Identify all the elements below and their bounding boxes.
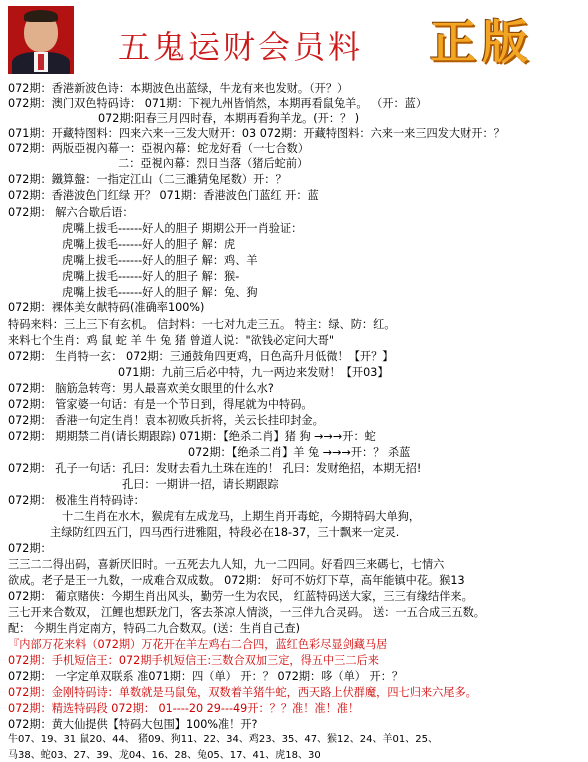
text-line: 欲成。老子是王一九数，一成难合双成数。 072期： 好可不妨灯下草，高年能镇中花。猴13 <box>8 574 465 587</box>
text-line: 072期： 脑筋急转弯：男人最喜欢美女眼里的什么水? <box>8 382 274 395</box>
text-line: 072期：澳门双色特码诗： 071期：下视九州皆悄然，本期再看鼠兔羊。 （开：蓝） <box>8 97 428 110</box>
text-line: 马38、蛇03、27、39、龙04、16、28、兔05、17、41、虎18、30 <box>8 750 321 761</box>
text-line: 三七开来合数双， 江鲤也想跃龙门，客去茶凉人情淡，一三伴九合灵码。 送：一五合成三五数。 <box>8 606 485 619</box>
genuine-stamp: 正版 <box>430 15 534 69</box>
text-line: 072期： 生肖特一玄： 072期：三通鼓角四更鸡，日色高升月低微！【开？】 <box>8 350 394 363</box>
text-line: 072期： 期期禁二肖(请长期跟踪) 071期：【绝杀二肖】猪 狗 →→→开：蛇 <box>8 430 376 443</box>
text-line: 牛07、19、31 鼠20、44、 猪09、狗11、22、34、鸡23、35、47、猴12、24、羊01、25、 <box>8 734 438 745</box>
text-line: 虎嘴上拔毛------好人的胆子 解：鸡、羊 <box>62 254 258 267</box>
text-line: 配： 今期生肖定南方，特码二九合数双。(送：生肖自己查) <box>8 622 300 635</box>
text-line: 虎嘴上拔毛------好人的胆子 解：虎 <box>62 238 236 251</box>
text-line: 071期：开藏特图料：四来六来一三发大财开：03 072期：开藏特图料：六来一来三四发大财开：？ <box>8 127 505 140</box>
text-line: 072期： 解六合歇后语： <box>8 206 134 219</box>
text-line: 071期：九前三后必中特，九一两边来发财！【开03】 <box>118 366 389 379</box>
text-line: 072期：香港波色门红绿 开？ 071期：香港波色门蓝红 开：蓝 <box>8 189 319 202</box>
text-line: 072期： 管家婆一句话：有是一个节日到，得尾就为中特码。 <box>8 398 313 411</box>
text-line: 特码来料：三上三下有玄机。 信封料：一七对九走三五。 特主：绿、防：红。 <box>8 318 396 331</box>
text-line: 072期：香港新波色诗：本期波色出蓝绿，牛龙有来也发财。（开？） <box>8 82 349 95</box>
text-line: 虎嘴上拔毛------好人的胆子 解：兔、狗 <box>62 286 258 299</box>
text-line: 072期：两版亞視內幕一：亞視內幕：蛇龙好看（一七合数） <box>8 142 310 155</box>
page-title: 五鬼运财会员料 <box>118 28 364 66</box>
text-line: 二：亞視內幕：烈日当落（猪后蛇前） <box>118 157 309 170</box>
text-line: 072期：鐵算盤：一指定江山（二三濉猜兔尾数）开：？ <box>8 173 287 186</box>
text-line: 072期：金刚特码诗：单数就是马鼠兔，双数着羊猪牛蛇，西天路上伏群魔，四七归来六尾多。 <box>8 686 477 699</box>
text-line: 十二生肖在水木，猴虎有左成龙马，上期生肖开毒蛇，今期特码大单狗， <box>62 510 421 523</box>
text-line: 虎嘴上拔毛------好人的胆子 期期公开一肖验证： <box>62 222 303 235</box>
text-line: 『内部万花来料（072期）万花开在羊左鸡右二合四，蓝红色彩尽显剑藏马居 <box>8 638 388 651</box>
text-line: 072期：裸体美女献特码(准确率100%) <box>8 301 205 314</box>
text-line: 072期： 香港一句定生肖！袁本初败兵折将，关云长挂印封金。 <box>8 414 324 427</box>
text-line: 072期:阳春三月四时春，本期再看狗羊龙。(开：？ ) <box>98 112 360 125</box>
text-line: 072期： 极准生肖特码诗： <box>8 494 145 507</box>
text-line: 虎嘴上拔毛------好人的胆子 解：猴- <box>62 270 240 283</box>
text-line: 072期： 葡京赌侠：今期生肖出风头，勤劳一生为农民， 红蓝特码送大家，三三有缘结伴来。 <box>8 590 473 603</box>
text-line: 072期：【绝杀二肖】羊 兔 →→→开：？ 杀蓝 <box>188 446 411 459</box>
text-line: 072期： <box>8 542 52 555</box>
text-line: 072期： 孔子一句话：孔曰：发财去看九土珠在连的！ 孔曰：发财绝招，本期无招! <box>8 462 422 475</box>
text-line: 072期： 一字定单双联系 准071期：四（单） 开：？ 072期：哆（单） 开：？ <box>8 670 404 683</box>
text-line: 072期：手机短信王：072期手机短信王:三数合双加三定，得五中三二后来 <box>8 654 379 667</box>
text-line: 主绿防红四五门，四马西行进雅阻，特段必在18-37，三十飘来一定灵. <box>50 526 400 539</box>
text-line: 072期：精选特码段 072期： 01----20 29---49开：？？准！准！准！ <box>8 702 360 715</box>
text-line: 三三二二得出码，喜新厌旧时。一五死去九人知，九一二四同。好看四三来碼七，七情六 <box>8 558 445 571</box>
text-line: 072期：黄大仙提供【特码大包围】100%准！开? <box>8 718 258 731</box>
text-line: 孔曰：一期讲一招，请长期跟踪 <box>122 478 279 491</box>
text-line: 来料七个生肖：鸡 鼠 蛇 羊 牛 兔 猪 曾道人说："欲钱必定问大哥" <box>8 334 335 347</box>
